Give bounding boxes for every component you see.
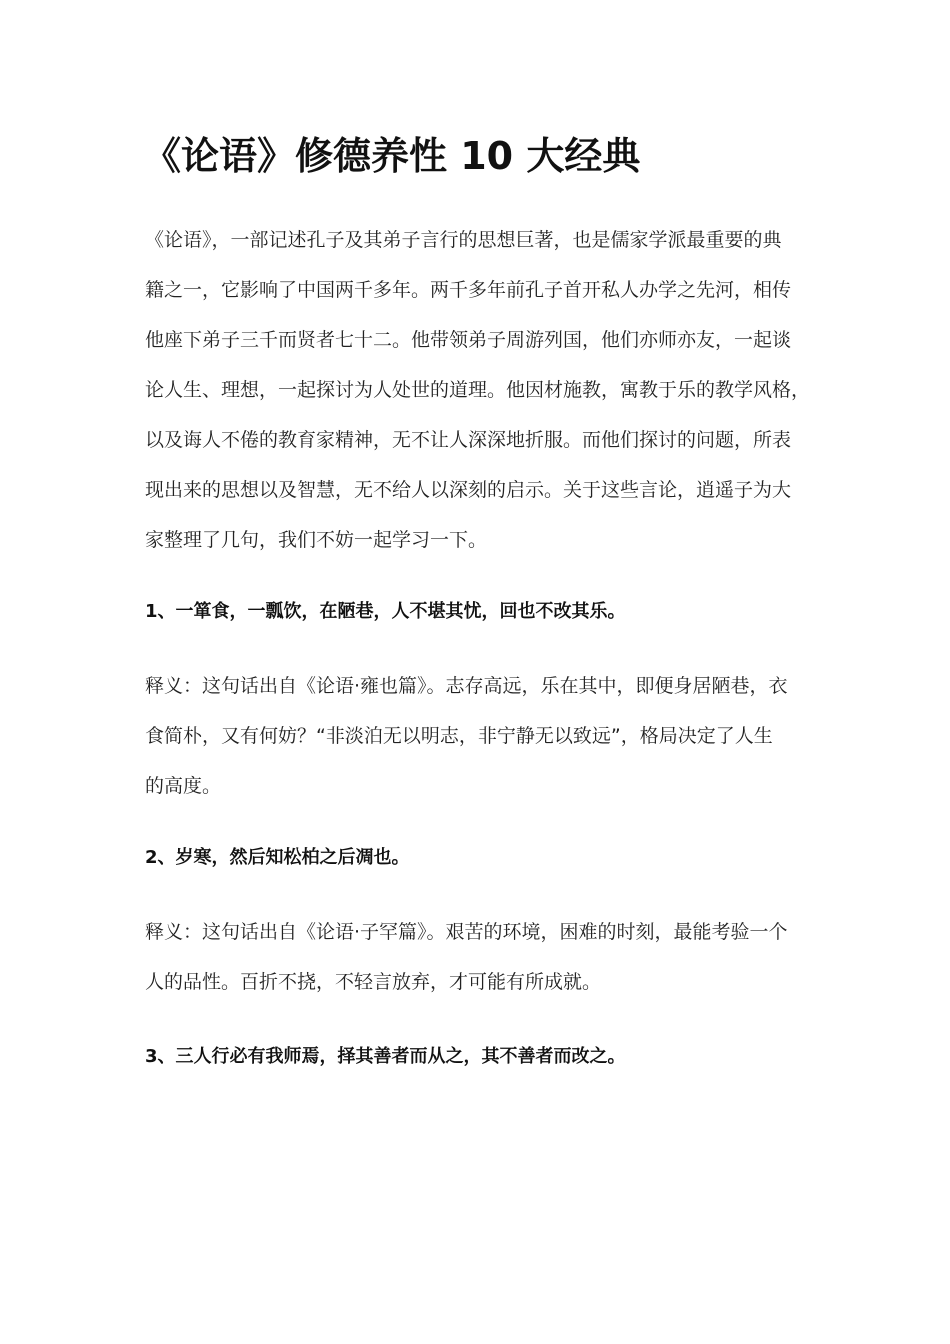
- explanation-line: 食简朴，又有何妨？“非淡泊无以明志，非宁静无以致远”，格局决定了人生: [145, 725, 773, 747]
- explanation-line: 的高度。: [145, 775, 222, 797]
- intro-line: 以及诲人不倦的教育家精神，无不让人深深地折服。而他们探讨的问题，所表: [145, 429, 792, 451]
- intro-line: 籍之一，它影响了中国两千多年。两千多年前孔子首开私人办学之先河，相传: [145, 279, 792, 301]
- intro-line: 《论语》，一部记述孔子及其弟子言行的思想巨著，也是儒家学派最重要的典: [145, 229, 782, 251]
- intro-line: 现出来的思想以及智慧，无不给人以深刻的启示。关于这些言论，逍遥子为大: [145, 479, 792, 501]
- section-heading-1: 1、一箪食，一瓢饮，在陋巷，人不堪其忧，回也不改其乐。: [145, 601, 626, 622]
- explanation-line: 释义：这句话出自《论语·子罕篇》。艰苦的环境，困难的时刻，最能考验一个: [145, 921, 788, 943]
- section-heading-2: 2、岁寒，然后知松柏之后凋也。: [145, 847, 410, 868]
- intro-paragraph: [145, 215, 817, 565]
- intro-line: 他座下弟子三千而贤者七十二。他带领弟子周游列国，他们亦师亦友，一起谈: [145, 329, 792, 351]
- section-explanation-2: [145, 907, 817, 1007]
- explanation-line: 释义：这句话出自《论语·雍也篇》。志存高远，乐在其中，即便身居陋巷，衣: [145, 675, 788, 697]
- section-heading-3: 3、三人行必有我师焉，择其善者而从之，其不善者而改之。: [145, 1046, 626, 1067]
- intro-line: 论人生、理想，一起探讨为人处世的道理。他因材施教，寓教于乐的教学风格，: [145, 379, 811, 401]
- section-explanation-1: [145, 661, 817, 811]
- explanation-line: 人的品性。百折不挠，不轻言放弃，才可能有所成就。: [145, 971, 602, 993]
- intro-line: 家整理了几句，我们不妨一起学习一下。: [145, 529, 488, 551]
- page-title: 《论语》修德养性 10 大经典: [143, 134, 641, 178]
